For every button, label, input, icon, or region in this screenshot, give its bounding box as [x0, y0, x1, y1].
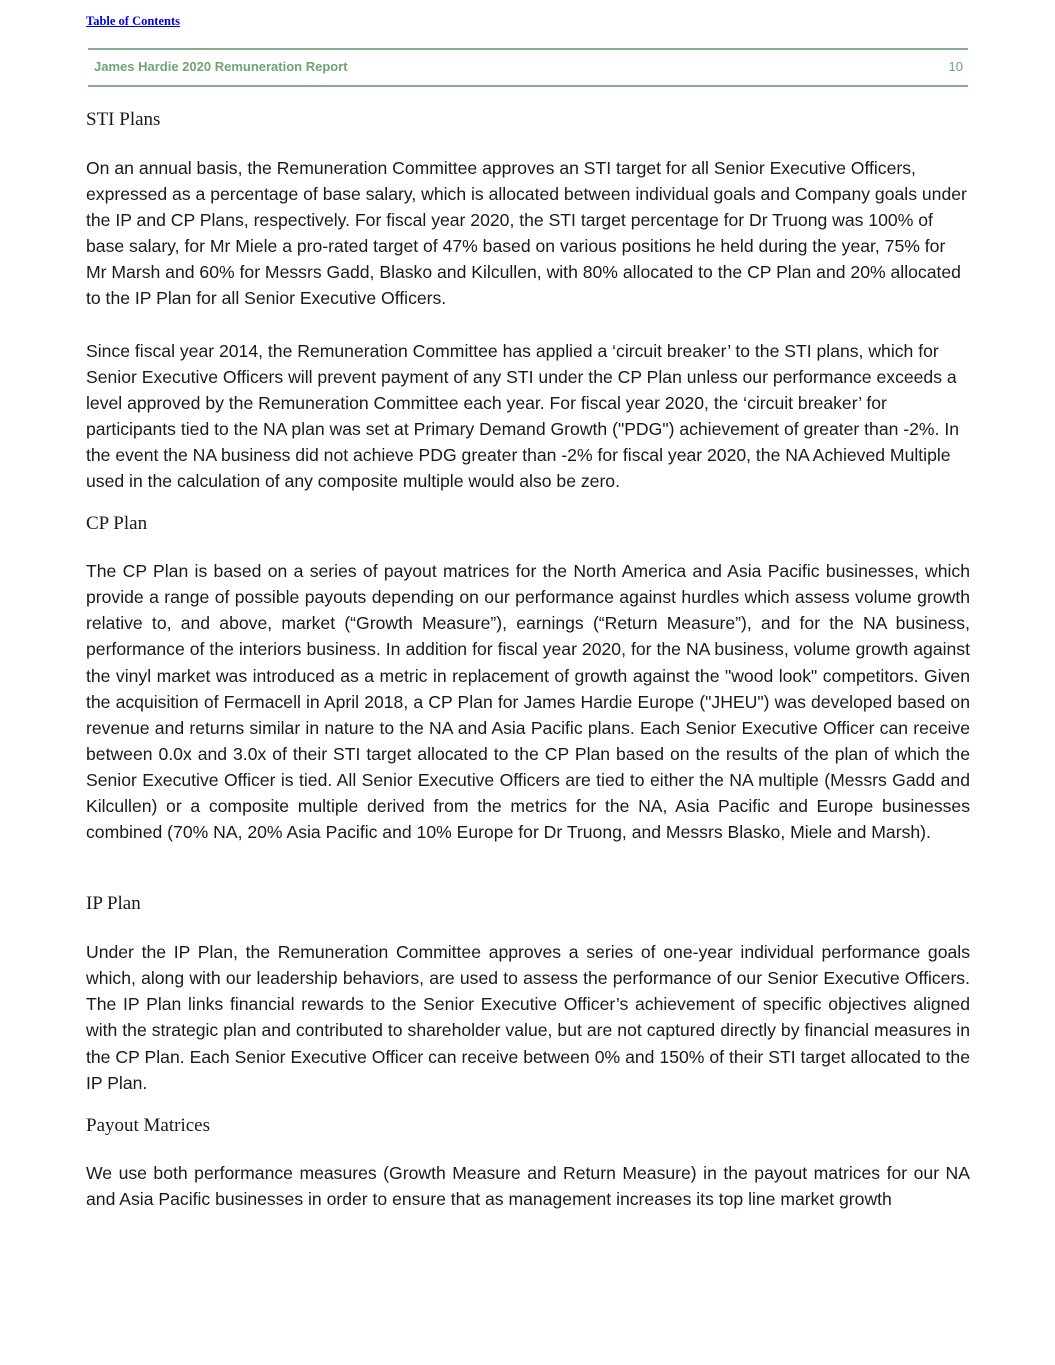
section-heading-ip-plan: IP Plan: [86, 893, 141, 915]
section-heading-cp-plan: CP Plan: [86, 513, 148, 535]
section-ip-plan: [86, 890, 970, 1096]
header-bottom-rule: [88, 85, 968, 87]
paragraph-cp-plan: The CP Plan is based on a series of payout matrices for the North America and Asia Pacific businesses, which provide a range of possible payouts depending on our performance against hurdles which assess volume growth relative to, and above, market (“Growth Measure”), earnings (“Return Measure”), and for the NA business, performance of the interiors business. In addition for fiscal year 2020, for the NA business, volume growth against the vinyl market was introduced as a metric in replacement of growth against the "wood look" competitors. Given the acquisition of Fermacell in April 2018, a CP Plan for James Hardie Europe ("JHEU") was developed based on revenue and returns similar in nature to the NA and Asia Pacific plans. Each Senior Executive Officer can receive between 0.0x and 3.0x of their STI target allocated to the CP Plan based on the results of the plan of which the Senior Executive Officer is tied. All Senior Executive Officers are tied to either the NA multiple (Messrs Gadd and Kilcullen) or a composite multiple derived from the metrics for the NA, Asia Pacific and Europe businesses combined (70% NA, 20% Asia Pacific and 10% Europe for Dr Truong, and Messrs Blasko, Miele and Marsh).: [86, 561, 970, 843]
paragraph-sti-target: On an annual basis, the Remuneration Committee approves an STI target for all Senior Executive Officers, expressed as a percentage of base salary, which is allocated between individual goals and Company goals under the IP and CP Plans, respectively. For fiscal year 2020, the STI target percentage for Dr Truong was 100% of base salary, for Mr Miele a pro-rated target of 47% based on various positions he held during the year, 75% for Mr Marsh and 60% for Messrs Gadd, Blasko and Kilcullen, with 80% allocated to the CP Plan and 20% allocated to the IP Plan for all Senior Executive Officers.: [86, 158, 967, 309]
document-body: [86, 106, 970, 1212]
section-cp-plan: [86, 510, 970, 845]
section-sti-plans: [86, 106, 970, 494]
section-payout-matrices: [86, 1112, 970, 1212]
page-number: 10: [948, 59, 963, 74]
report-header-title: James Hardie 2020 Remuneration Report: [94, 59, 348, 74]
section-heading-sti-plans: STI Plans: [86, 109, 161, 130]
paragraph-circuit-breaker: Since fiscal year 2014, the Remuneration Committee has applied a ‘circuit breaker’ to the STI plans, which for Senior Executive Officers will prevent payment of any STI under the CP Plan unless our performance exceeds a level approved by the Remuneration Committee each year. For fiscal year 2020, the ‘circuit breaker’ for participants tied to the NA plan was set at Primary Demand Growth ("PDG") achievement of greater than -2%. In the event the NA business did not achieve PDG greater than -2% for fiscal year 2020, the NA Achieved Multiple used in the calculation of any composite multiple would also be zero.: [86, 340, 960, 492]
paragraph-ip-plan: Under the IP Plan, the Remuneration Committee approves a series of one-year individual performance goals which, along with our leadership behaviors, are used to assess the performance of our Senior Executive Officers. The IP Plan links financial rewards to the Senior Executive Officer’s achievement of specific objectives aligned with the strategic plan and contributed to shareholder value, but are not captured directly by financial measures in the CP Plan. Each Senior Executive Officer can receive between 0% and 150% of their STI target allocated to the IP Plan.: [86, 942, 970, 1093]
paragraph-payout-matrices: We use both performance measures (Growth Measure and Return Measure) in the payout matrices for our NA and Asia Pacific businesses in order to ensure that as management increases its top line market growth: [86, 1162, 970, 1209]
header-top-rule: [88, 48, 968, 50]
table-of-contents-link[interactable]: Table of Contents: [86, 14, 180, 28]
section-heading-payout-matrices: Payout Matrices: [86, 1114, 211, 1136]
